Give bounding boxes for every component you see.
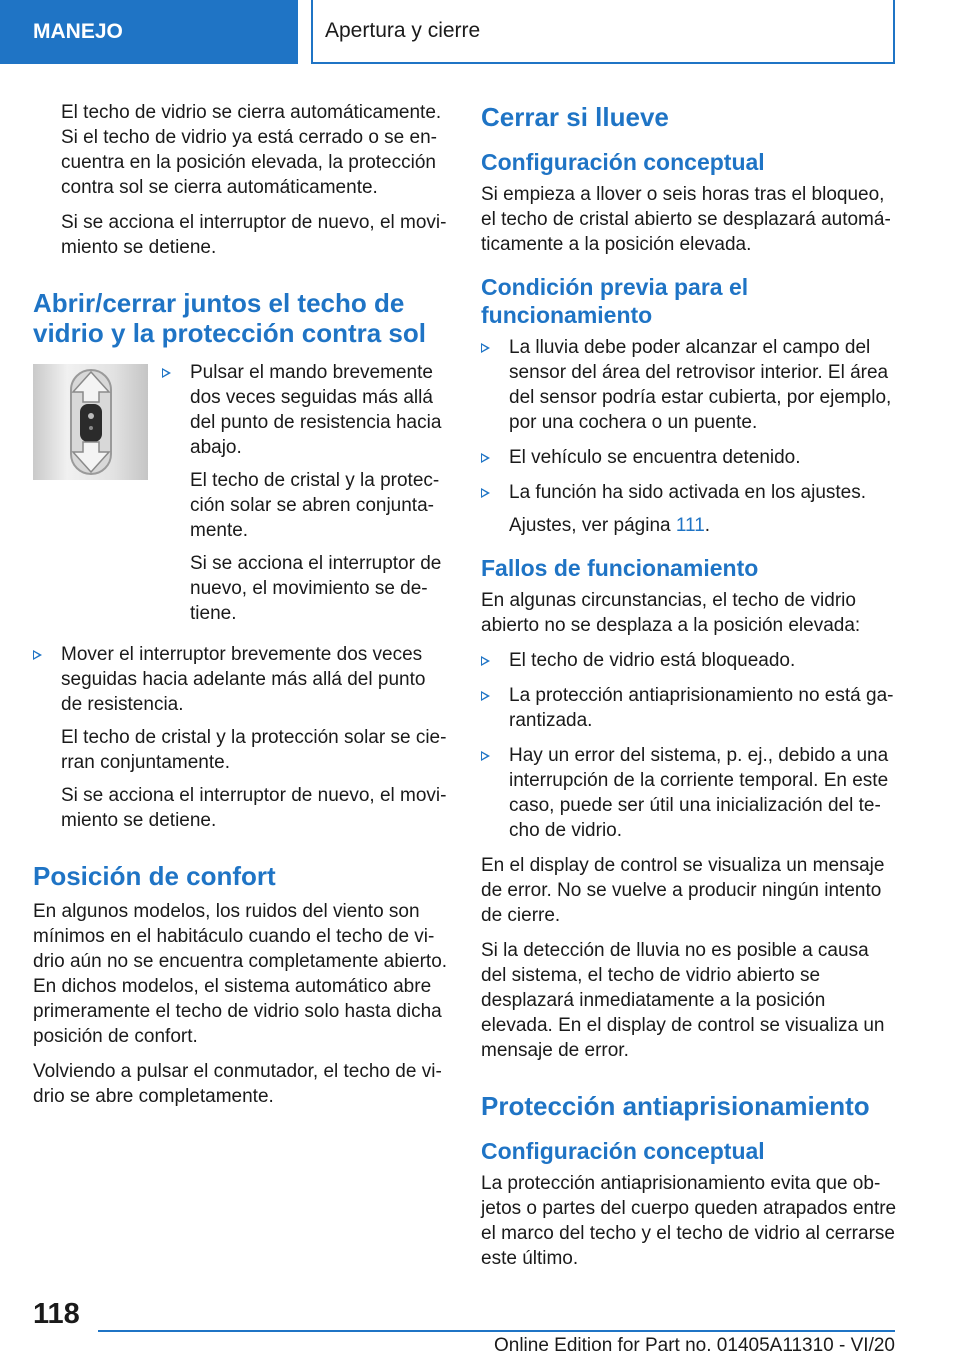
paragraph: La función ha sido activada en los ajustes. [509,482,867,503]
section-heading: Abrir/cerrar juntos el techo de vidrio y la protección contra sol [33,288,426,348]
paragraph: Volviendo a pulsar el conmutador, el techo de vidrio se abre completamente. [33,1061,442,1107]
page-title: Apertura y cierre [311,0,895,64]
paragraph: En algunos modelos, los ruidos del viento son mínimos en el habitáculo cuando el techo de vidrio aún no se encuentra completamente abierto. En dichos modelos, el sistema automático abre primeramente el techo de vidrio solo hasta dicha posición de confort. [33,901,448,1047]
paragraph: El techo de cristal y la protección solar se abren conjuntamente. [190,470,440,541]
right-column [481,100,899,1281]
triangle-bullet-icon [481,453,490,463]
triangle-bullet-icon [481,656,490,666]
paragraph: Mover el interruptor brevemente dos veces seguidas hacia adelante más allá del punto de resistencia. [61,644,426,715]
list-item [33,642,451,833]
roof-switch-image [33,364,148,480]
paragraph: La protección antiaprisionamiento evita que objetos o partes del cuerpo queden atrapados entre el marco del techo y el techo de vidrio al cerrarse este último. [481,1173,897,1269]
paragraph: En algunas circunstancias, el techo de vidrio abierto no se desplaza a la posición elevada: [481,590,861,636]
subsection-heading: Configuración conceptual [481,1138,765,1164]
section-heading: Cerrar si llueve [481,102,669,132]
page-link[interactable]: 111 [675,515,705,536]
paragraph: La lluvia debe poder alcanzar el campo del sensor del área del retrovisor interior. El área del sensor podría estar cubierta, por ejemplo, por una cochera o un puente. [509,337,892,433]
list-item [481,743,899,843]
page-number: 118 [33,1298,80,1330]
triangle-bullet-icon [33,650,42,660]
subsection-heading: Configuración conceptual [481,149,765,175]
paragraph: Si se acciona el interruptor de nuevo, el movimiento se detiene. [61,212,447,258]
triangle-bullet-icon [481,691,490,701]
paragraph: El vehículo se encuentra detenido. [509,447,801,468]
left-column [33,100,451,1119]
cross-reference-prefix: Ajustes, ver página [509,515,676,536]
paragraph: Hay un error del sistema, p. ej., debido a una interrupción de la corriente temporal. En este caso, puede ser útil una inicialización del techo de vidrio. [509,745,889,841]
cross-reference-suffix: . [704,515,711,536]
intro-block [33,100,451,260]
paragraph: En el display de control se visualiza un mensaje de error. No se vuelve a producir ningún intento de cierre. [481,855,885,926]
list-item [162,360,451,626]
paragraph: Pulsar el mando brevemente dos veces seguidas más allá del punto de resistencia hacia abajo. [190,362,442,458]
list-item [481,480,899,538]
section-heading: Protección antiaprisionamiento [481,1091,870,1121]
section-tab: MANEJO [0,0,298,64]
footer-divider [98,1330,895,1332]
paragraph: El techo de cristal y la protección solar se cierran conjuntamente. [61,727,447,773]
section-heading: Posición de confort [33,861,276,891]
triangle-bullet-icon [481,751,490,761]
paragraph: Si se acciona el interruptor de nuevo, el movimiento se detiene. [190,553,442,624]
list-item [481,335,899,435]
paragraph: Si la detección de lluvia no es posible a causa del sistema, el techo de vidrio abierto se desplazará inmediatamente a la posición elevada. En el display de control se visualiza un mensaje de error. [481,940,885,1061]
paragraph: Si se acciona el interruptor de nuevo, el movimiento se detiene. [61,785,447,831]
switch-figure-block [33,360,451,636]
triangle-bullet-icon [481,343,490,353]
roof-switch-icon [33,364,148,480]
footer-edition: Online Edition for Part no. 01405A11310 - VI/20 [493,1335,895,1356]
cross-reference [509,513,899,538]
list-item [481,648,899,673]
subsection-heading: Condición previa para el funcionamiento [481,274,749,328]
triangle-bullet-icon [162,368,171,378]
paragraph: El techo de vidrio se cierra automáticamente. Si el techo de vidrio ya está cerrado o se encuentra en la posición elevada, la protección contra sol se cierra automáticamente. [61,102,442,198]
triangle-bullet-icon [481,488,490,498]
paragraph: Si empieza a llover o seis horas tras el bloqueo, el techo de cristal abierto se desplazará automáticamente a la posición elevada. [481,184,891,255]
paragraph: El techo de vidrio está bloqueado. [509,650,796,671]
paragraph: La protección antiaprisionamiento no está garantizada. [509,685,894,731]
list-item [481,683,899,733]
subsection-heading: Fallos de funcionamiento [481,555,759,581]
list-item [481,445,899,470]
